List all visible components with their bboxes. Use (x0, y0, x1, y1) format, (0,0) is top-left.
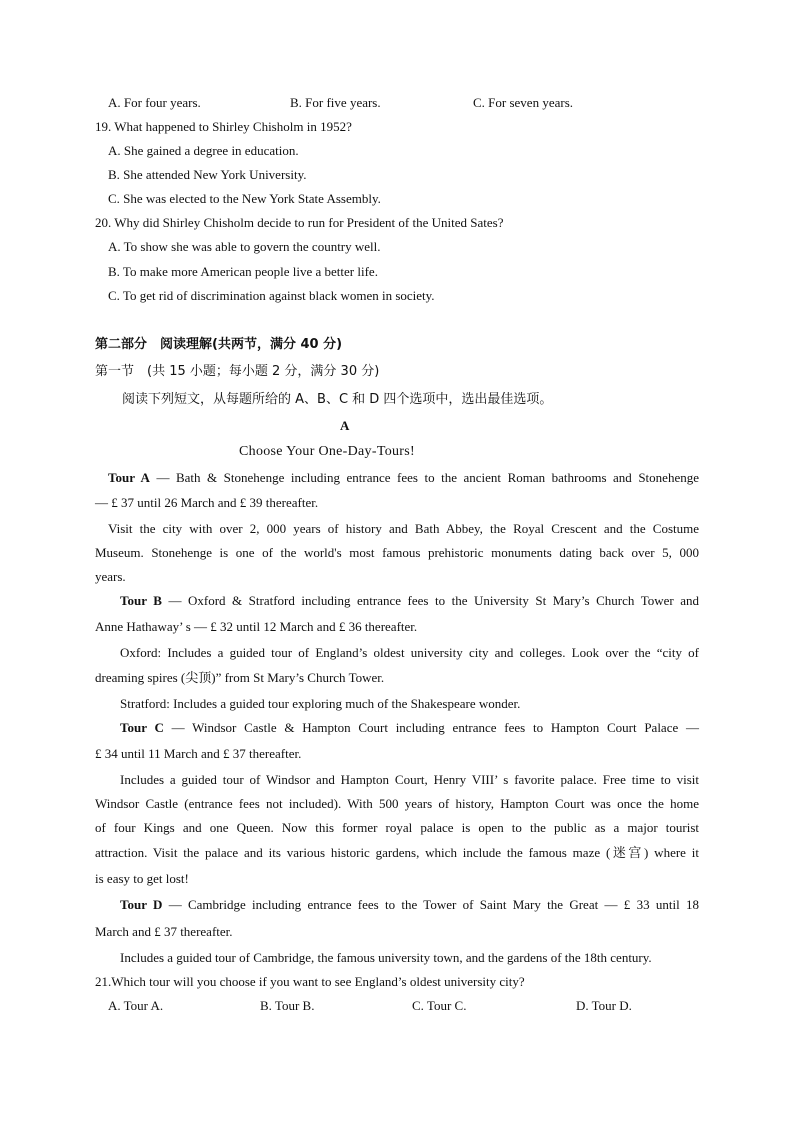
q21-option-b: B. Tour B. (260, 998, 315, 1013)
q20-option-c: C. To get rid of discrimination against black women in society. (108, 288, 435, 303)
tour-a-desc1: Visit the city with over 2, 000 years of history and Bath Abbey, the Royal Crescent and the Costume (108, 521, 699, 536)
tour-c-desc4: attraction. Visit the palace and its various historic gardens, which include the famous maze (迷宫) where it (95, 845, 699, 860)
tour-c-desc5: is easy to get lost! (95, 871, 189, 886)
tour-c-desc2: Windsor Castle (entrance fees not included). With 500 years of history, Hampton Court was once the home (95, 796, 699, 811)
q18-option-b: B. For five years. (290, 95, 381, 110)
q21-stem: 21.Which tour will you choose if you want to see England’s oldest university city? (95, 974, 525, 989)
q20-option-a: A. To show she was able to govern the country well. (108, 239, 381, 254)
tour-c-line2: £ 34 until 11 March and £ 37 thereafter. (95, 746, 302, 761)
tour-a-desc3: years. (95, 569, 126, 584)
tour-b-line2: Anne Hathaway’ s — £ 32 until 12 March and £ 36 thereafter. (95, 619, 418, 634)
tour-b-line1 (120, 593, 699, 609)
tour-c-desc1: Includes a guided tour of Windsor and Hampton Court, Henry VIII’ s favorite palace. Free time to visit (120, 772, 699, 787)
tour-c-text: — Windsor Castle & Hampton Court including entrance fees to Hampton Court Palace — (163, 720, 699, 735)
q21-option-d: D. Tour D. (576, 998, 632, 1013)
tour-d-label: Tour D (120, 897, 163, 912)
tour-d-line1 (120, 897, 699, 913)
tour-b-label: Tour B (120, 593, 162, 608)
part2-instruction: 阅读下列短文，从每题所给的 A、B、C 和 D 四个选项中，选出最佳选项。 (122, 392, 553, 407)
tour-c-line1 (120, 720, 699, 736)
q21-option-c: C. Tour C. (412, 998, 467, 1013)
tour-d-text: — Cambridge including entrance fees to the Tower of Saint Mary the Great — £ 33 until 18 (162, 897, 699, 912)
tour-b-oxford1: Oxford: Includes a guided tour of England’s oldest university city and colleges. Look over the “city of (120, 645, 699, 660)
tour-a-line2: — £ 37 until 26 March and £ 39 thereafter. (95, 495, 319, 510)
tour-d-line2: March and £ 37 thereafter. (95, 924, 233, 939)
tour-a-label: Tour A (108, 470, 150, 485)
tour-b-oxford2: dreaming spires (尖顶)” from St Mary’s Church Tower. (95, 670, 385, 685)
tour-c-label: Tour C (120, 720, 164, 735)
passage-letter: A (340, 418, 350, 433)
q20-option-b: B. To make more American people live a better life. (108, 264, 378, 279)
tour-c-desc3: of four Kings and one Queen. Now this former royal palace is open to the public as a major tourist (95, 820, 699, 835)
tour-d-desc1: Includes a guided tour of Cambridge, the famous university town, and the gardens of the 18th century. (120, 950, 652, 965)
tour-b-stratford: Stratford: Includes a guided tour exploring much of the Shakespeare wonder. (120, 696, 521, 711)
q18-option-a: A. For four years. (108, 95, 201, 110)
q18-option-c: C. For seven years. (473, 95, 574, 110)
tour-a-desc2: Museum. Stonehenge is one of the world's most famous prehistoric monuments dating back over 5, 000 (95, 545, 699, 560)
q20-stem: 20. Why did Shirley Chisholm decide to run for President of the United Sates? (95, 215, 504, 230)
tour-a-line1 (108, 470, 699, 486)
passage-title: Choose Your One-Day-Tours! (239, 444, 415, 459)
q21-option-a: A. Tour A. (108, 998, 164, 1013)
tour-b-text: — Oxford & Stratford including entrance fees to the University St Mary’s Church Tower and (161, 593, 699, 608)
part2-title: 第二部分 阅读理解(共两节，满分 40 分) (95, 337, 343, 352)
tour-a-text: — Bath & Stonehenge including entrance fees to the ancient Roman bathrooms and Stonehenge (149, 470, 699, 485)
q19-option-a: A. She gained a degree in education. (108, 143, 299, 158)
part2-section1: 第一节 (共 15 小题；每小题 2 分，满分 30 分) (95, 364, 380, 379)
q19-stem: 19. What happened to Shirley Chisholm in 1952? (95, 119, 352, 134)
q19-option-b: B. She attended New York University. (108, 167, 307, 182)
q19-option-c: C. She was elected to the New York State Assembly. (108, 191, 381, 206)
